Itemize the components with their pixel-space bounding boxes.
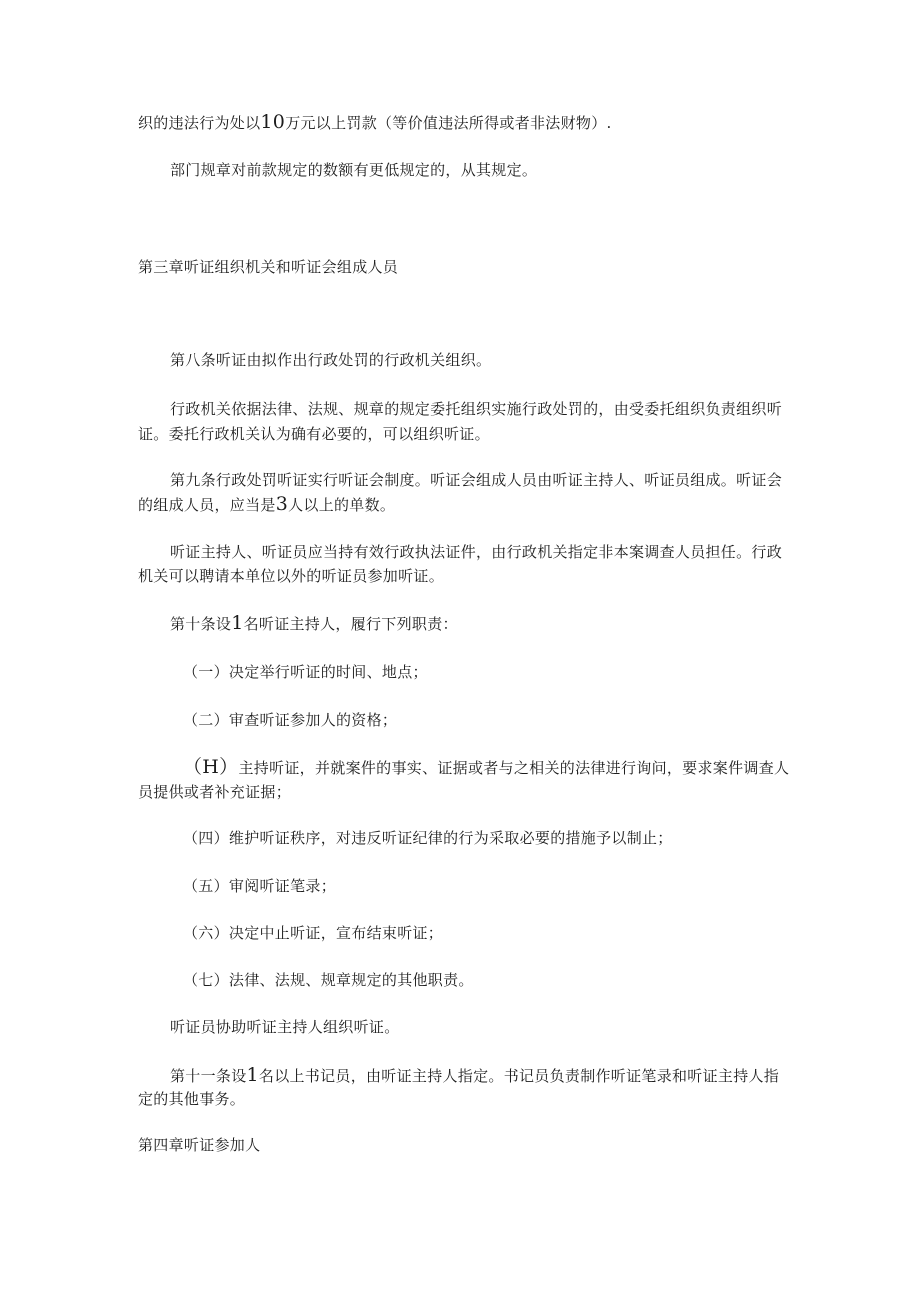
count-number: 3 [275,493,289,515]
duty-5: （五）审阅听证笔录； [183,877,337,895]
amount-number: 10 [260,111,286,133]
article-9-p2-line1: 听证主持人、听证员应当持有效行政执法证件，由行政机关指定非本案调查人员担任。行政 [170,543,783,561]
chapter-3-title: 第三章听证组织机关和听证会组成人员 [138,258,399,276]
text-segment: 第十一条设 [170,1067,247,1085]
text-segment: 名以上书记员，由听证主持人指定。书记员负责制作听证笔录和听证主持人指 [258,1067,780,1085]
text-segment: 织的违法行为处以 [138,114,261,132]
text-segment: 名听证主持人，履行下列职责： [243,615,458,633]
text-segment: 万元以上罚款（等价值违法所得或者非法财物）. [285,114,612,132]
duty-3-line1 [183,755,789,780]
count-number: 1 [246,1064,259,1086]
article-9-line1: 第九条行政处罚听证实行听证会制度。听证会组成人员由听证主持人、听证员组成。听证会 [170,471,783,489]
article-11-line2: 定的其他事务。 [138,1090,246,1108]
chapter-4-title: 第四章听证参加人 [138,1136,261,1154]
article-8-p2-line1: 行政机关依据法律、法规、规章的规定委托组织实施行政处罚的，由受委托组织负责组织听 [170,400,783,418]
text-segment: 人以上的单数。 [288,496,396,514]
article-9-line2 [138,492,395,517]
duty-2: （二）审查听证参加人的资格； [183,711,398,729]
duty-3-line2: 员提供或者补充证据； [138,783,292,801]
article-11-line1 [170,1063,779,1088]
text-segment: 第十条设 [170,615,232,633]
duty-1: （一）决定举行听证的时间、地点； [183,663,428,681]
count-number: 1 [231,612,244,634]
text-segment: 的组成人员，应当是 [138,496,276,514]
paragraph-dept-rule: 部门规章对前款规定的数额有更低规定的，从其规定。 [170,161,538,179]
duty-6: （六）决定中止听证，宣布结束听证； [183,924,444,942]
duty-3-prefix: （H） [183,756,239,778]
text-segment: 主持听证，并就案件的事实、证据或者与之相关的法律进行询问，要求案件调查人 [238,759,790,777]
article-9-p2-line2: 机关可以聘请本单位以外的听证员参加听证。 [138,567,445,585]
duty-4: （四）维护听证秩序，对违反听证纪律的行为采取必要的措施予以制止； [183,829,673,847]
hearing-officer-note: 听证员协助听证主持人组织听证。 [170,1018,400,1036]
article-8-p2-line2: 证。委托行政机关认为确有必要的，可以组织听证。 [138,425,490,443]
paragraph-continuation [138,110,612,135]
article-10 [170,611,458,636]
article-8: 第八条听证由拟作出行政处罚的行政机关组织。 [170,351,492,369]
duty-7: （七）法律、法规、规章规定的其他职责。 [183,971,474,989]
